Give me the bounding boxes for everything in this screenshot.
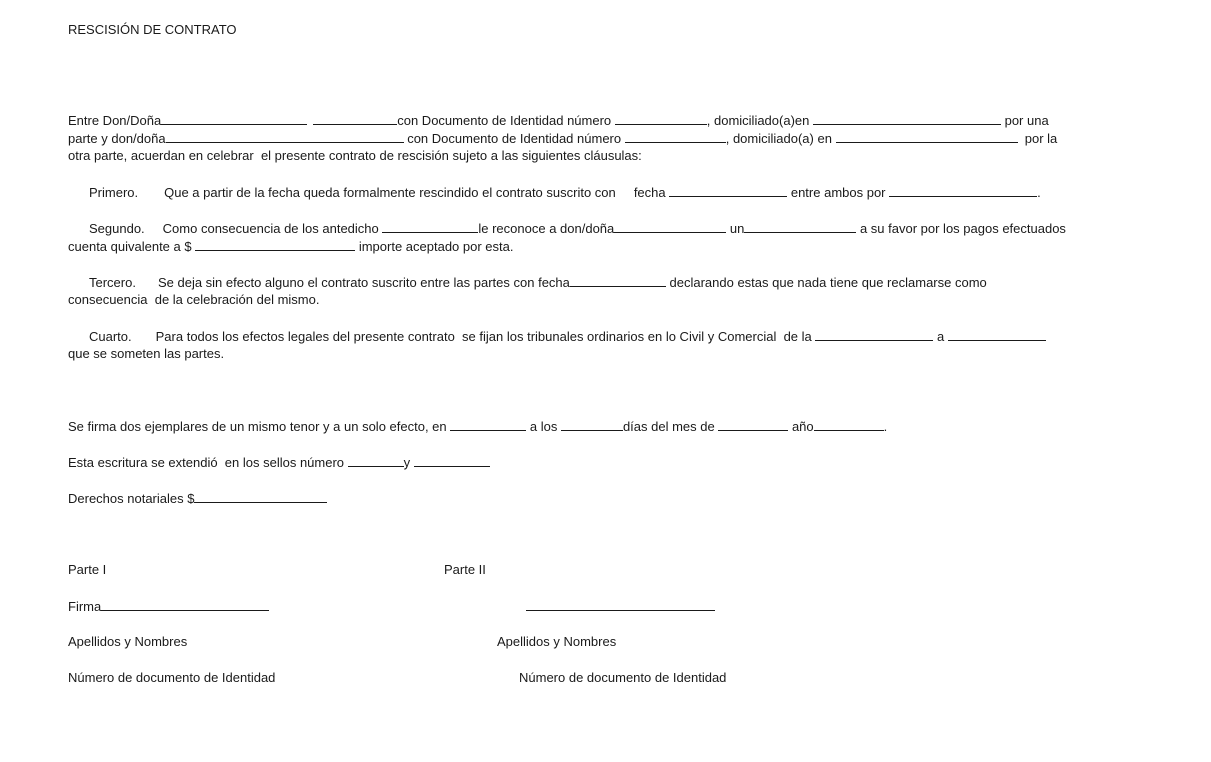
blank-name-party1-last[interactable]: [313, 111, 397, 125]
clause-cuarto-text-b: a: [933, 329, 948, 344]
blank-contract-date[interactable]: [669, 183, 787, 197]
blank-tercero-date[interactable]: [570, 273, 666, 287]
clause-primero-text-b: entre ambos por: [787, 185, 890, 200]
intro-line2-text-c: , domiciliado(a) en: [725, 131, 836, 146]
blank-id-party2[interactable]: [625, 129, 726, 143]
blank-address-party2[interactable]: [836, 129, 1018, 143]
blank-jurisdiction-city[interactable]: [815, 327, 933, 341]
clause-tercero: [68, 273, 987, 292]
party2-signature-line: [526, 597, 715, 616]
notary-fees: [68, 489, 327, 508]
party2-heading: Parte II: [444, 562, 486, 577]
party1-signature-label: Firma: [68, 599, 102, 614]
signing-text-c: días del mes de: [622, 419, 719, 434]
clause-cuarto: [68, 327, 1046, 346]
clause-cuarto-label: Cuarto.: [89, 329, 132, 344]
party1-signature-line: [68, 597, 269, 616]
clause-cuarto-line-2: que se someten las partes.: [68, 346, 225, 361]
party2-doc-label: Número de documento de Identidad: [519, 670, 727, 685]
document-title: RESCISIÓN DE CONTRATO: [68, 22, 237, 37]
clause-segundo-label: Segundo.: [89, 221, 145, 236]
blank-stamp-number-1[interactable]: [348, 453, 404, 467]
party1-doc-label: Número de documento de Identidad: [68, 670, 276, 685]
intro-line2-text-b: con Documento de Identidad número: [403, 131, 625, 146]
clause-primero-text-a: Que a partir de la fecha queda formalmente rescindido el contrato suscrito con fecha: [164, 185, 670, 200]
clause-cuarto-text-a: Para todos los efectos legales del presente contrato se fijan los tribunales ordinarios en lo Civil y Comercial de la: [155, 329, 816, 344]
intro-line-3: otra parte, acuerdan en celebrar el presente contrato de rescisión sujeto a las siguientes cláusulas:: [68, 148, 642, 163]
clause-segundo: [68, 219, 1066, 238]
deed-text-a: Esta escritura se extendió en los sellos número: [68, 455, 348, 470]
intro-line2-text-a: parte y don/doña: [68, 131, 166, 146]
intro-line-1: [68, 111, 1049, 130]
clause-primero-label: Primero.: [89, 185, 139, 200]
blank-signing-day[interactable]: [561, 417, 623, 431]
blank-party1-signature[interactable]: [101, 597, 269, 611]
party2-names-label: Apellidos y Nombres: [497, 634, 617, 649]
signing-text-a: Se firma dos ejemplares de un mismo tenor y a un solo efecto, en: [68, 419, 451, 434]
blank-name-party1-first[interactable]: [161, 111, 307, 125]
blank-jurisdiction-party[interactable]: [948, 327, 1046, 341]
deed-statement: [68, 453, 490, 472]
clause-tercero-text-b: declarando estas que nada tiene que reclamarse como: [665, 275, 987, 290]
clause-segundo-line-2: [68, 237, 513, 256]
blank-party2-signature[interactable]: [526, 597, 715, 611]
blank-name-party2[interactable]: [166, 129, 404, 143]
blank-signing-month[interactable]: [718, 417, 788, 431]
blank-notary-fees[interactable]: [194, 489, 327, 503]
clause-segundo-text-line2a: cuenta quivalente a $: [68, 239, 196, 254]
clause-segundo-text-line2b: importe aceptado por esta.: [355, 239, 514, 254]
intro-line-2: [68, 129, 1057, 148]
intro-line1-text-b: con Documento de Identidad número: [397, 113, 615, 128]
signing-text-d: año: [788, 419, 814, 434]
blank-signing-place[interactable]: [450, 417, 526, 431]
blank-amount[interactable]: [195, 237, 355, 251]
clause-tercero-line-2: consecuencia de la celebración del mismo.: [68, 292, 320, 307]
blank-stamp-number-2[interactable]: [414, 453, 490, 467]
clause-primero: [68, 183, 1041, 202]
clause-segundo-text-d: a su favor por los pagos efectuados: [856, 221, 1066, 236]
blank-id-party1[interactable]: [615, 111, 707, 125]
clause-segundo-text-a: Como consecuencia de los antedicho: [162, 221, 383, 236]
blank-signing-year[interactable]: [814, 417, 884, 431]
party1-heading: Parte I: [68, 562, 107, 577]
blank-address-party1[interactable]: [813, 111, 1001, 125]
signing-text-b: a los: [526, 419, 561, 434]
deed-text-b: y: [403, 455, 414, 470]
party1-names-label: Apellidos y Nombres: [68, 634, 188, 649]
intro-line1-text-d: por una: [1000, 113, 1049, 128]
clause-segundo-text-c: un: [726, 221, 745, 236]
intro-line1-text-a: Entre Don/Doña: [68, 113, 162, 128]
blank-party-name[interactable]: [382, 219, 478, 233]
blank-beneficiary-name[interactable]: [614, 219, 726, 233]
clause-primero-text-c: .: [1037, 185, 1041, 200]
blank-rescission-reason[interactable]: [889, 183, 1037, 197]
notary-fees-label: Derechos notariales $: [68, 491, 195, 506]
clause-tercero-text-a: Se deja sin efecto alguno el contrato suscrito entre las partes con fecha: [157, 275, 570, 290]
signing-statement: [68, 417, 887, 436]
clause-tercero-label: Tercero.: [89, 275, 136, 290]
intro-line1-text-c: , domiciliado(a)en: [706, 113, 813, 128]
clause-segundo-text-b: le reconoce a don/doña: [478, 221, 615, 236]
signing-text-e: .: [883, 419, 888, 434]
blank-credit-type[interactable]: [744, 219, 856, 233]
intro-line2-text-d: por la: [1017, 131, 1058, 146]
